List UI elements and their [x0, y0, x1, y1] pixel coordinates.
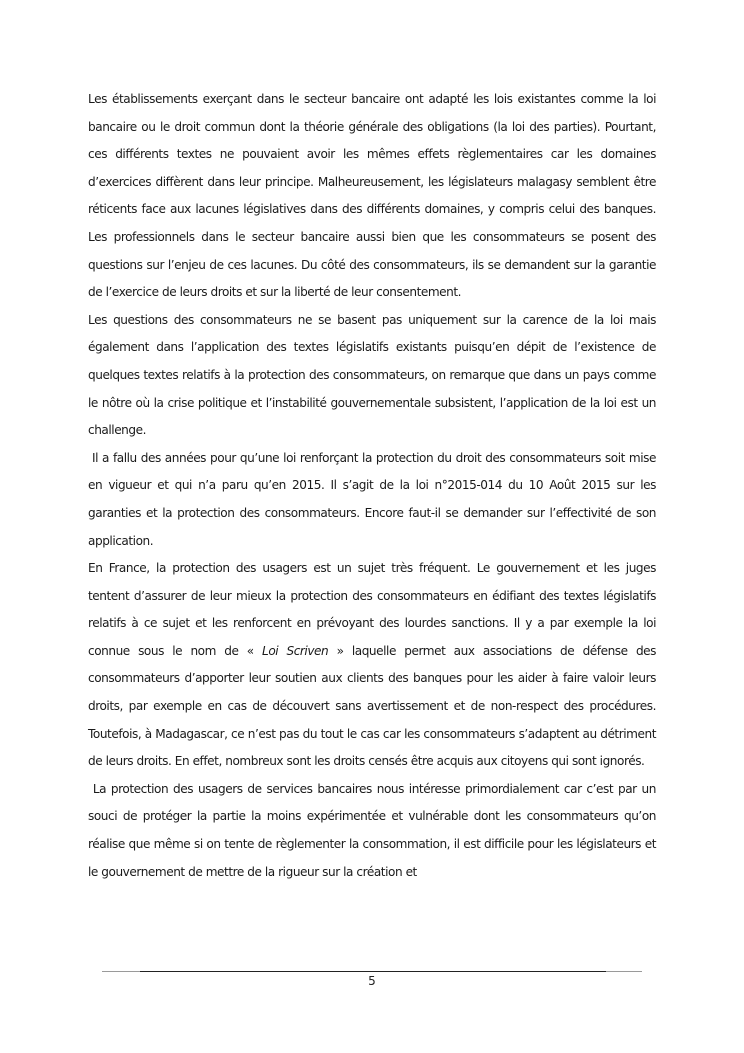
- paragraph: Les questions des consommateurs ne se basent pas uniquement sur la carence de la loi mais également dans l’application des textes législatifs existants puisqu’en dépit de l’existence de quelques textes relatifs à la protection des consommateurs, on remarque que dans un pays comme le nôtre où la crise politique et l’instabilité gouvernementale subsistent, l’application de la loi est un challenge.: [88, 312, 656, 438]
- paragraph: [88, 555, 656, 776]
- page-number: 5: [368, 974, 376, 988]
- paragraph: La protection des usagers de services bancaires nous intéresse primordialement car c’est par un souci de protéger la partie la moins expérimentée et vulnérable dont les consommateurs qu’on réalise que même si on tente de règlementer la consommation, il est difficile pour les législateurs et le gouvernement de mettre de la rigueur sur la création et: [88, 781, 660, 879]
- law-name-emphasis: Loi Scriven: [262, 643, 329, 658]
- footer-rule-inner: [140, 971, 606, 972]
- paragraph: Les établissements exerçant dans le secteur bancaire ont adapté les lois existantes comme la loi bancaire ou le droit commun dont la théorie générale des obligations (la loi des parties). Pourtant, ces différents textes ne pouvaient avoir les mêmes effets règlementaires car les domaines d’exercices diffèrent dans leur principe. Malheureusement, les législateurs malagasy semblent être réticents face aux lacunes législatives dans des différents domaines, y compris celui des banques. Les professionnels dans le secteur bancaire aussi bien que les consommateurs se posent des questions sur l’enjeu de ces lacunes. Du côté des consommateurs, ils se demandent sur la garantie de l’exercice de leurs droits et sur la liberté de leur consentement.: [88, 92, 656, 300]
- paragraph-text-before: En France, la protection des usagers est un sujet très fréquent. Le gouvernement et les juges tentent d’assurer de leur mieux la protection des consommateurs en édifiant des textes législatifs relatifs à ce sujet et les renforcent en prévoyant des lourdes sanctions. Il y a par exemple la loi connue sous le nom de «: [88, 561, 656, 658]
- body-text: [88, 86, 660, 886]
- paragraph: Il a fallu des années pour qu’une loi renforçant la protection du droit des consommateurs soit mise en vigueur et qui n’a paru qu’en 2015. Il s’agit de la loi n°2015-014 du 10 Août 2015 sur les garanties et la protection des consommateurs. Encore faut-il se demander sur l’effectivité de son application.: [88, 450, 660, 548]
- paragraph-text-after: » laquelle permet aux associations de défense des consommateurs d’apporter leur soutien aux clients des banques pour les aider à faire valoir leurs droits, par exemple en cas de découvert sans avertissement et de non-respect des procédures. Toutefois, à Madagascar, ce n’est pas du tout le cas car les consommateurs s’adaptent au détriment de leurs droits. En effet, nombreux sont les droits censés être acquis aux citoyens qui sont ignorés.: [88, 643, 657, 769]
